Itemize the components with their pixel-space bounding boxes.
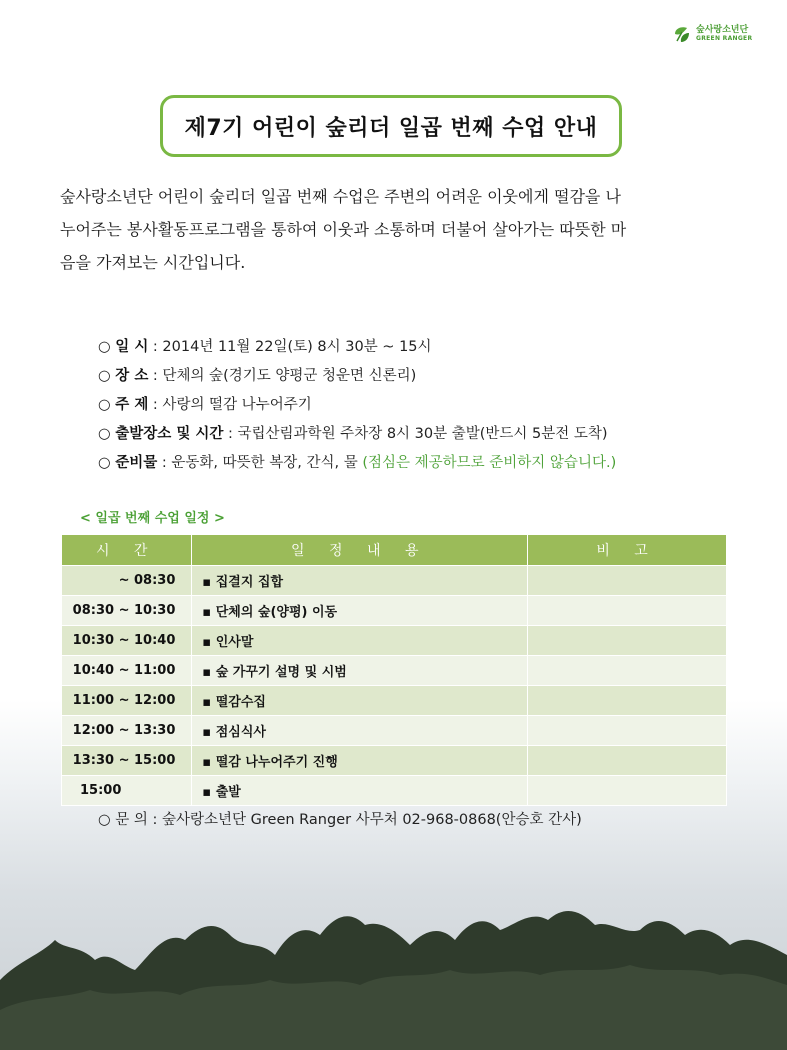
table-row: [62, 686, 727, 716]
schedule-title: < 일곱 번째 수업 일정 >: [80, 511, 225, 526]
row-note: [528, 776, 727, 806]
table-row: [62, 776, 727, 806]
event-info-list: [98, 333, 616, 478]
info-item-supplies: [98, 449, 616, 478]
row-time: 15:00: [62, 776, 192, 806]
header-time: 시 간: [62, 535, 192, 566]
table-header-row: [62, 535, 727, 566]
info-value: : 국립산림과학원 주차장 8시 30분 출발(반드시 5분전 도착): [223, 426, 608, 442]
row-content: ▪ 숲 가꾸기 설명 및 시범: [192, 656, 528, 686]
intro-line: 누어주는 봉사활동프로그램을 통하여 이웃과 소통하며 더불어 살아가는 따뜻한 마: [60, 220, 627, 239]
row-note: [528, 626, 727, 656]
info-label: 주 제: [115, 397, 149, 413]
row-note: [528, 656, 727, 686]
row-time: 11:00 ~ 12:00: [62, 686, 192, 716]
leaf-logo-icon: [672, 24, 692, 44]
row-note: [528, 566, 727, 596]
info-value: : 운동화, 따뜻한 복장, 간식, 물: [157, 455, 363, 471]
info-label: 장 소: [115, 368, 149, 384]
logo-korean-text: 숲사랑소년단: [696, 25, 749, 35]
green-ranger-logo: [672, 24, 752, 44]
row-note: [528, 686, 727, 716]
info-item-date: [98, 333, 616, 362]
row-time: ~ 08:30: [62, 566, 192, 596]
row-content: ▪ 떨감 나누어주기 진행: [192, 746, 528, 776]
info-label: 일 시: [115, 339, 149, 355]
info-item-place: [98, 362, 616, 391]
intro-line: 숲사랑소년단 어린이 숲리더 일곱 번째 수업은 주변의 어려운 이웃에게 떨감을 나: [60, 187, 621, 206]
info-item-departure: [98, 420, 616, 449]
info-value: : 2014년 11월 22일(토) 8시 30분 ~ 15시: [148, 339, 432, 355]
info-value: : 사랑의 떨감 나누어주기: [148, 397, 312, 413]
table-row: [62, 596, 727, 626]
row-content: ▪ 떨감수집: [192, 686, 528, 716]
info-value: : 단체의 숲(경기도 양평군 청운면 신론리): [148, 368, 417, 384]
schedule-table: [61, 534, 727, 806]
row-time: 13:30 ~ 15:00: [62, 746, 192, 776]
lunch-note: (점심은 제공하므로 준비하지 않습니다.): [362, 455, 617, 471]
table-row: [62, 656, 727, 686]
circle-bullet: ○: [98, 455, 111, 471]
forest-trees-image: [0, 870, 787, 1050]
row-note: [528, 596, 727, 626]
row-time: 10:40 ~ 11:00: [62, 656, 192, 686]
contact-info: ○ 문 의 : 숲사랑소년단 Green Ranger 사무처 02-968-0868(안승호 간사): [98, 812, 582, 828]
table-row: [62, 746, 727, 776]
circle-bullet: ○: [98, 339, 111, 355]
row-content: ▪ 집결지 집합: [192, 566, 528, 596]
intro-line: 음을 가져보는 시간입니다.: [60, 253, 246, 272]
table-row: [62, 566, 727, 596]
header-note: 비 고: [528, 535, 727, 566]
row-content: ▪ 출발: [192, 776, 528, 806]
row-time: 10:30 ~ 10:40: [62, 626, 192, 656]
page-title: 제7기 어린이 숲리더 일곱 번째 수업 안내: [160, 95, 622, 157]
circle-bullet: ○: [98, 397, 111, 413]
row-time: 08:30 ~ 10:30: [62, 596, 192, 626]
row-time: 12:00 ~ 13:30: [62, 716, 192, 746]
info-item-topic: [98, 391, 616, 420]
logo-english-text: GREEN RANGER: [696, 35, 753, 42]
table-row: [62, 716, 727, 746]
info-label: 출발장소 및 시간: [115, 426, 224, 442]
circle-bullet: ○: [98, 368, 111, 384]
info-label: 준비물: [115, 455, 158, 471]
row-content: ▪ 인사말: [192, 626, 528, 656]
header-content: 일 정 내 용: [192, 535, 528, 566]
circle-bullet: ○: [98, 426, 111, 442]
row-content: ▪ 단체의 숲(양평) 이동: [192, 596, 528, 626]
row-note: [528, 746, 727, 776]
table-row: [62, 626, 727, 656]
intro-paragraph: [60, 180, 728, 279]
row-note: [528, 716, 727, 746]
row-content: ▪ 점심식사: [192, 716, 528, 746]
